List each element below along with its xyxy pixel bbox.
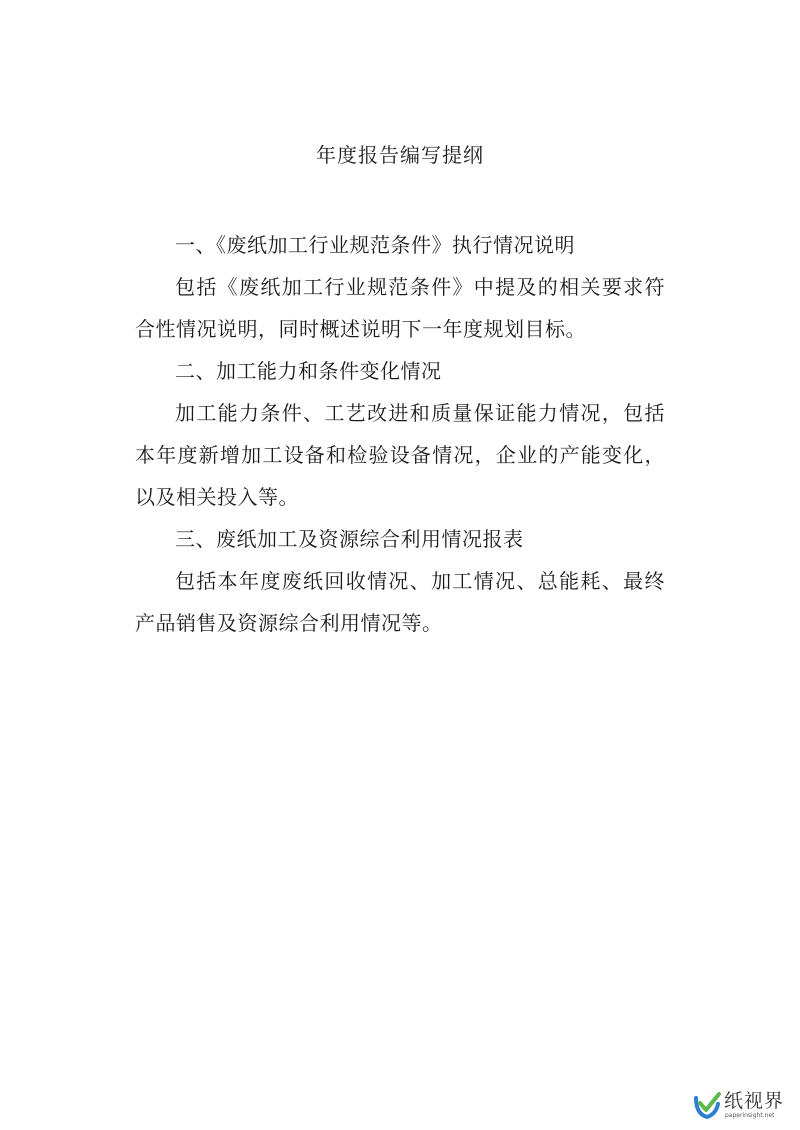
- section-1: [135, 224, 665, 350]
- document-content: [135, 224, 665, 644]
- section-body: 包括《废纸加工行业规范条件》中提及的相关要求符合性情况说明，同时概述说明下一年度规划目标。: [135, 275, 665, 341]
- paperinsight-logo-icon: [692, 1090, 722, 1120]
- section-heading: 二、加工能力和条件变化情况: [175, 359, 442, 383]
- section-heading: 一、《废纸加工行业规范条件》执行情况说明: [175, 233, 575, 257]
- section-heading: 三、废纸加工及资源综合利用情况报表: [175, 527, 524, 551]
- section-2: [135, 350, 665, 518]
- watermark-url: paperinsight.net: [725, 1112, 775, 1119]
- section-body: 加工能力条件、工艺改进和质量保证能力情况，包括本年度新增加工设备和检验设备情况，企业的产能变化，以及相关投入等。: [135, 401, 665, 509]
- watermark: [692, 1088, 792, 1124]
- document-title: 年度报告编写提纲: [316, 143, 484, 167]
- watermark-name: 纸视界: [724, 1090, 785, 1112]
- section-body: 包括本年度废纸回收情况、加工情况、总能耗、最终产品销售及资源综合利用情况等。: [135, 569, 665, 635]
- section-3: [135, 518, 665, 644]
